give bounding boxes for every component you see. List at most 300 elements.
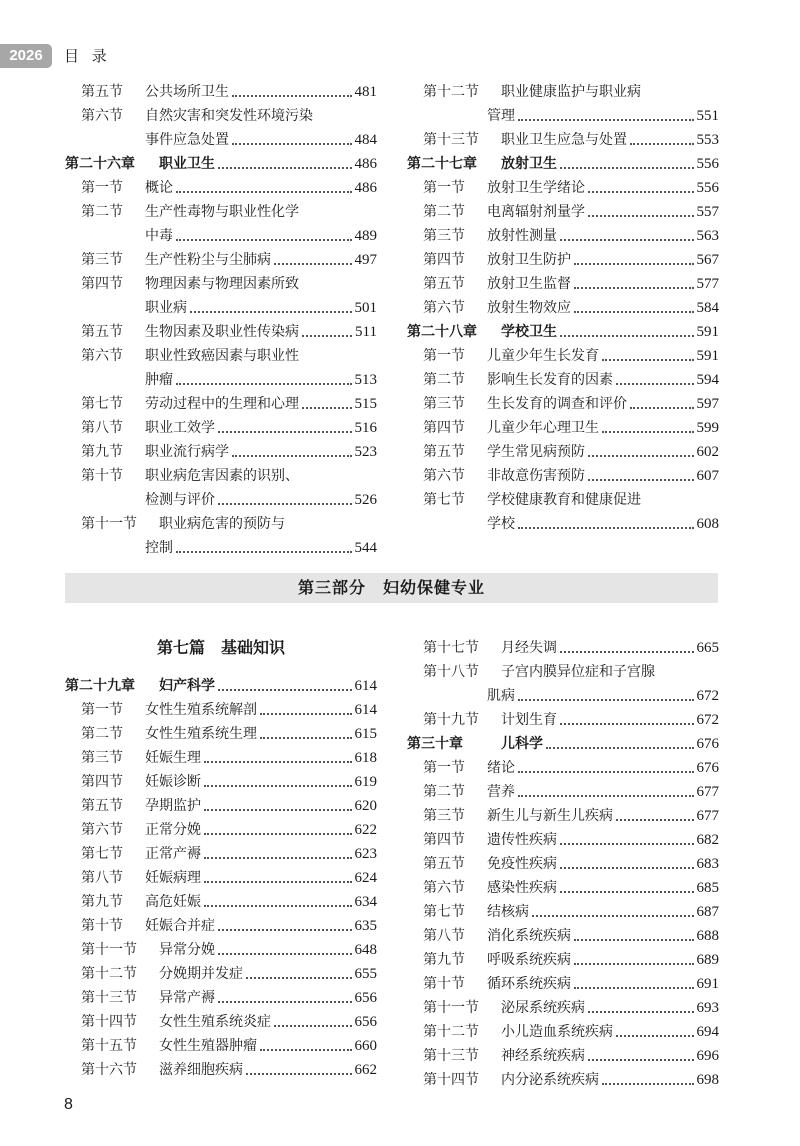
toc-title: 放射卫生 [501,156,557,172]
toc-title: 放射卫生监督 [487,276,571,292]
toc-entry [407,684,719,708]
toc-entry [407,996,719,1020]
toc-entry [407,636,719,660]
toc-label: 第十节 [81,918,123,934]
toc-entry [65,248,377,272]
toc-entry [65,914,377,938]
dot-leader [560,867,694,869]
toc-label: 第五节 [81,798,123,814]
toc-entry [65,128,377,152]
toc-label: 第三节 [423,396,465,412]
toc-entry [65,698,377,722]
toc-label: 第十三节 [423,132,479,148]
toc-title: 职业工效学 [145,420,215,436]
toc-label: 第二节 [81,726,123,742]
dot-leader [560,239,694,241]
toc-page-number: 676 [696,760,719,776]
toc-page-number: 665 [696,640,719,656]
toc-entry [65,344,377,368]
toc-label: 第二节 [423,372,465,388]
toc-label: 第十三节 [81,990,137,1006]
toc-page-number: 563 [696,228,719,244]
dot-leader [574,287,694,289]
page-header-title: 目 录 [64,47,111,65]
toc-entry [407,512,719,536]
dot-leader [218,1001,352,1003]
toc-title: 放射生物效应 [487,300,571,316]
toc-page-number: 515 [354,396,377,412]
page-number: 8 [64,1096,73,1113]
toc-label: 第七节 [81,846,123,862]
toc-page-number: 648 [354,942,377,958]
toc-title: 妊娠病理 [145,870,201,886]
toc-title: 学校 [487,516,515,532]
toc-page-number: 619 [354,774,377,790]
toc-title: 妊娠合并症 [145,918,215,934]
toc-label: 第四节 [81,774,123,790]
toc-label: 第十一节 [423,1000,479,1016]
toc-entry [65,464,377,488]
toc-entry [65,770,377,794]
toc-label: 第六节 [81,822,123,838]
toc-entry [407,708,719,732]
toc-entry [65,1034,377,1058]
toc-page-number: 567 [696,252,719,268]
toc-entry [407,224,719,248]
toc-title: 放射卫生防护 [487,252,571,268]
dot-leader [204,809,352,811]
toc-label: 第二十六章 [65,156,135,172]
toc-page-number: 591 [696,348,719,364]
toc-entry [65,488,377,512]
toc-entry [407,200,719,224]
dot-leader [518,527,694,529]
toc-entry [65,416,377,440]
toc-title: 事件应急处置 [145,132,229,148]
toc-entry [407,828,719,852]
toc-entry [65,890,377,914]
toc-label: 第十二节 [423,1024,479,1040]
toc-entry [407,1020,719,1044]
toc-title: 妊娠诊断 [145,774,201,790]
toc-title: 职业性致癌因素与职业性 [145,348,299,364]
dot-leader [218,953,352,955]
toc-title: 女性生殖系统解剖 [145,702,257,718]
toc-label: 第十四节 [423,1072,479,1088]
toc-page-number: 608 [696,516,719,532]
dot-leader [532,915,694,917]
dot-leader [588,1011,694,1013]
toc-page-number: 551 [696,108,719,124]
dot-leader [518,119,694,121]
dot-leader [260,737,352,739]
dot-leader [218,167,352,169]
dot-leader [574,987,694,989]
toc-label: 第四节 [81,276,123,292]
toc-page-number: 677 [696,784,719,800]
toc-entry [407,440,719,464]
toc-label: 第十一节 [81,942,137,958]
toc-entry [407,176,719,200]
dot-leader [302,335,352,337]
toc-title: 正常产褥 [145,846,201,862]
toc-label: 第九节 [423,952,465,968]
toc-page-number: 553 [696,132,719,148]
toc-page-number: 614 [354,678,377,694]
dot-leader [588,455,694,457]
toc-chapter [407,732,719,756]
toc-entry [65,746,377,770]
dot-leader [616,1035,694,1037]
toc-entry [65,986,377,1010]
toc-page-number: 511 [355,324,377,340]
toc-title: 管理 [487,108,515,124]
dot-leader [560,891,694,893]
toc-label: 第五节 [81,84,123,100]
toc-page-number: 693 [696,1000,719,1016]
dot-leader [630,407,694,409]
toc-entry [407,392,719,416]
toc-title: 泌尿系统疾病 [501,1000,585,1016]
dot-leader [602,431,694,433]
toc-title: 孕期监护 [145,798,201,814]
toc-label: 第六节 [423,468,465,484]
toc-page-number: 676 [696,736,719,752]
dot-leader [602,359,694,361]
toc-page-number: 656 [354,990,377,1006]
toc-page-number: 481 [354,84,377,100]
toc-entry [407,104,719,128]
toc-entry [407,272,719,296]
toc-title: 职业病危害因素的识别、 [145,468,299,484]
toc-label: 第三节 [81,252,123,268]
toc-entry [407,900,719,924]
toc-label: 第三十章 [407,736,463,752]
toc-label: 第十二节 [81,966,137,982]
dot-leader [616,819,694,821]
toc-entry [65,1058,377,1082]
toc-title: 循环系统疾病 [487,976,571,992]
dot-leader [588,479,694,481]
toc-page-number: 672 [696,712,719,728]
toc-title: 高危妊娠 [145,894,201,910]
toc-page-number: 687 [696,904,719,920]
dot-leader [546,747,694,749]
dot-leader [588,215,694,217]
toc-entry [407,924,719,948]
toc-label: 第十六节 [81,1062,137,1078]
toc-column-top-left [65,80,377,560]
toc-page-number: 656 [354,1014,377,1030]
toc-entry [407,416,719,440]
toc-title: 公共场所卫生 [145,84,229,100]
toc-page-number: 615 [354,726,377,742]
toc-label: 第九节 [81,444,123,460]
toc-label: 第二节 [81,204,123,220]
toc-label: 第二十九章 [65,678,135,694]
toc-title: 儿科学 [501,736,543,752]
toc-page-number: 677 [696,808,719,824]
toc-label: 第十节 [423,976,465,992]
toc-entry [407,1044,719,1068]
toc-entry [65,200,377,224]
toc-label: 第七节 [81,396,123,412]
toc-label: 第四节 [423,252,465,268]
toc-page-number: 557 [696,204,719,220]
toc-title: 女性生殖器肿瘤 [159,1038,257,1054]
toc-page-number: 635 [354,918,377,934]
toc-entry [65,938,377,962]
toc-label: 第二节 [423,204,465,220]
toc-title: 职业卫生应急与处置 [501,132,627,148]
dot-leader [630,143,694,145]
toc-title: 非故意伤害预防 [487,468,585,484]
toc-column-bottom-right [407,636,719,1092]
dot-leader [518,771,694,773]
toc-title: 计划生育 [501,712,557,728]
dot-leader [232,95,352,97]
dot-leader [560,843,694,845]
toc-page-number: 501 [354,300,377,316]
dot-leader [574,939,694,941]
toc-label: 第五节 [423,444,465,460]
dot-leader [204,857,352,859]
dot-leader [176,551,352,553]
toc-title: 中毒 [145,228,173,244]
toc-page-number: 591 [696,324,719,340]
toc-title: 劳动过程中的生理和心理 [145,396,299,412]
toc-page-number: 685 [696,880,719,896]
toc-page-number: 622 [354,822,377,838]
toc-entry [407,804,719,828]
toc-label: 第十一节 [81,516,137,532]
toc-page-number: 655 [354,966,377,982]
toc-entry [65,440,377,464]
toc-entry [407,852,719,876]
toc-entry [65,392,377,416]
toc-entry [65,224,377,248]
toc-page-number: 698 [696,1072,719,1088]
dot-leader [602,1083,694,1085]
toc-chapter [407,320,719,344]
toc-page-number: 689 [696,952,719,968]
toc-label: 第四节 [423,832,465,848]
toc-title: 生产性毒物与职业性化学 [145,204,299,220]
toc-page-number: 620 [354,798,377,814]
toc-label: 第一节 [81,702,123,718]
dot-leader [232,143,352,145]
dot-leader [588,1059,694,1061]
toc-label: 第一节 [81,180,123,196]
dot-leader [616,383,694,385]
toc-label: 第十五节 [81,1038,137,1054]
dot-leader [204,761,352,763]
toc-title: 子宫内膜异位症和子宫腺 [501,664,655,680]
toc-title: 肌病 [487,688,515,704]
toc-page-number: 584 [696,300,719,316]
dot-leader [204,905,352,907]
toc-entry [65,176,377,200]
toc-label: 第十节 [81,468,123,484]
toc-entry [65,272,377,296]
toc-label: 第二节 [423,784,465,800]
dot-leader [218,431,352,433]
toc-page-number: 556 [696,180,719,196]
toc-entry [407,248,719,272]
toc-title: 妊娠生理 [145,750,201,766]
toc-page-number: 634 [354,894,377,910]
toc-page-number: 489 [354,228,377,244]
toc-label: 第八节 [81,420,123,436]
toc-entry [65,320,377,344]
dot-leader [246,977,352,979]
toc-entry [407,344,719,368]
dot-leader [574,963,694,965]
toc-page-number: 526 [354,492,377,508]
toc-entry [407,80,719,104]
toc-page-number: 602 [696,444,719,460]
toc-page-number: 497 [354,252,377,268]
toc-page-number: 597 [696,396,719,412]
toc-label: 第十四节 [81,1014,137,1030]
dot-leader [204,833,352,835]
toc-title: 学校健康教育和健康促进 [487,492,641,508]
dot-leader [302,407,352,409]
toc-title: 放射性测量 [487,228,557,244]
toc-entry [65,794,377,818]
toc-title: 生产性粉尘与尘肺病 [145,252,271,268]
toc-title: 感染性疾病 [487,880,557,896]
toc-page-number: 672 [696,688,719,704]
dot-leader [574,263,694,265]
toc-label: 第七节 [423,492,465,508]
toc-entry [407,972,719,996]
toc-label: 第一节 [423,348,465,364]
toc-chapter [65,152,377,176]
toc-entry [65,296,377,320]
toc-page-number: 691 [696,976,719,992]
toc-entry [407,780,719,804]
toc-page-number: 694 [696,1024,719,1040]
toc-label: 第九节 [81,894,123,910]
dot-leader [274,263,352,265]
toc-entry [407,368,719,392]
toc-label: 第六节 [423,880,465,896]
toc-page-number: 662 [354,1062,377,1078]
toc-page-number: 607 [696,468,719,484]
toc-label: 第八节 [423,928,465,944]
dot-leader [204,785,352,787]
toc-entry [65,962,377,986]
toc-page-number: 486 [354,156,377,172]
toc-label: 第二十八章 [407,324,477,340]
toc-page-number: 513 [354,372,377,388]
toc-title: 学生常见病预防 [487,444,585,460]
toc-column-top-right [407,80,719,536]
dot-leader [518,795,694,797]
toc-title: 概论 [145,180,173,196]
toc-entry [65,368,377,392]
dot-leader [560,335,694,337]
toc-title: 正常分娩 [145,822,201,838]
toc-entry [407,660,719,684]
toc-title: 学校卫生 [501,324,557,340]
dot-leader [218,689,352,691]
toc-title: 免疫性疾病 [487,856,557,872]
toc-title: 儿童少年心理卫生 [487,420,599,436]
dot-leader [218,929,352,931]
toc-title: 异常分娩 [159,942,215,958]
toc-page-number: 544 [354,540,377,556]
toc-title: 职业卫生 [159,156,215,172]
toc-title: 绪论 [487,760,515,776]
toc-page-number: 486 [354,180,377,196]
toc-entry [407,488,719,512]
toc-title: 放射卫生学绪论 [487,180,585,196]
toc-title: 女性生殖系统炎症 [159,1014,271,1030]
toc-entry [65,536,377,560]
toc-title: 分娩期并发症 [159,966,243,982]
toc-label: 第一节 [423,760,465,776]
toc-title: 新生儿与新生儿疾病 [487,808,613,824]
toc-page-number: 594 [696,372,719,388]
toc-label: 第十二节 [423,84,479,100]
toc-title: 营养 [487,784,515,800]
toc-title: 儿童少年生长发育 [487,348,599,364]
toc-entry [65,722,377,746]
toc-label: 第七节 [423,904,465,920]
dot-leader [204,881,352,883]
dot-leader [274,1025,352,1027]
dot-leader [574,311,694,313]
dot-leader [560,723,694,725]
toc-chapter [65,674,377,698]
dot-leader [560,167,694,169]
toc-chapter [407,152,719,176]
toc-title: 月经失调 [501,640,557,656]
toc-entry [407,1068,719,1092]
toc-title: 物理因素与物理因素所致 [145,276,299,292]
toc-page-number: 688 [696,928,719,944]
dot-leader [260,713,352,715]
toc-label: 第五节 [423,276,465,292]
toc-page-number: 623 [354,846,377,862]
toc-label: 第十三节 [423,1048,479,1064]
dot-leader [190,311,352,313]
toc-entry [65,512,377,536]
toc-title: 女性生殖系统生理 [145,726,257,742]
toc-entry [65,80,377,104]
part-banner: 第三部分 妇幼保健专业 [65,573,718,603]
toc-page-number: 484 [354,132,377,148]
toc-page-number: 618 [354,750,377,766]
toc-page-number: 696 [696,1048,719,1064]
toc-entry [65,818,377,842]
toc-label: 第六节 [81,108,123,124]
toc-title: 滋养细胞疾病 [159,1062,243,1078]
toc-page-number: 682 [696,832,719,848]
toc-page-number: 577 [696,276,719,292]
toc-label: 第二十七章 [407,156,477,172]
toc-title: 职业病危害的预防与 [159,516,285,532]
toc-page-number: 614 [354,702,377,718]
year-badge: 2026 [0,44,52,68]
toc-page-number: 516 [354,420,377,436]
toc-page-number: 599 [696,420,719,436]
dot-leader [218,503,352,505]
toc-entry [407,128,719,152]
toc-page-number: 683 [696,856,719,872]
